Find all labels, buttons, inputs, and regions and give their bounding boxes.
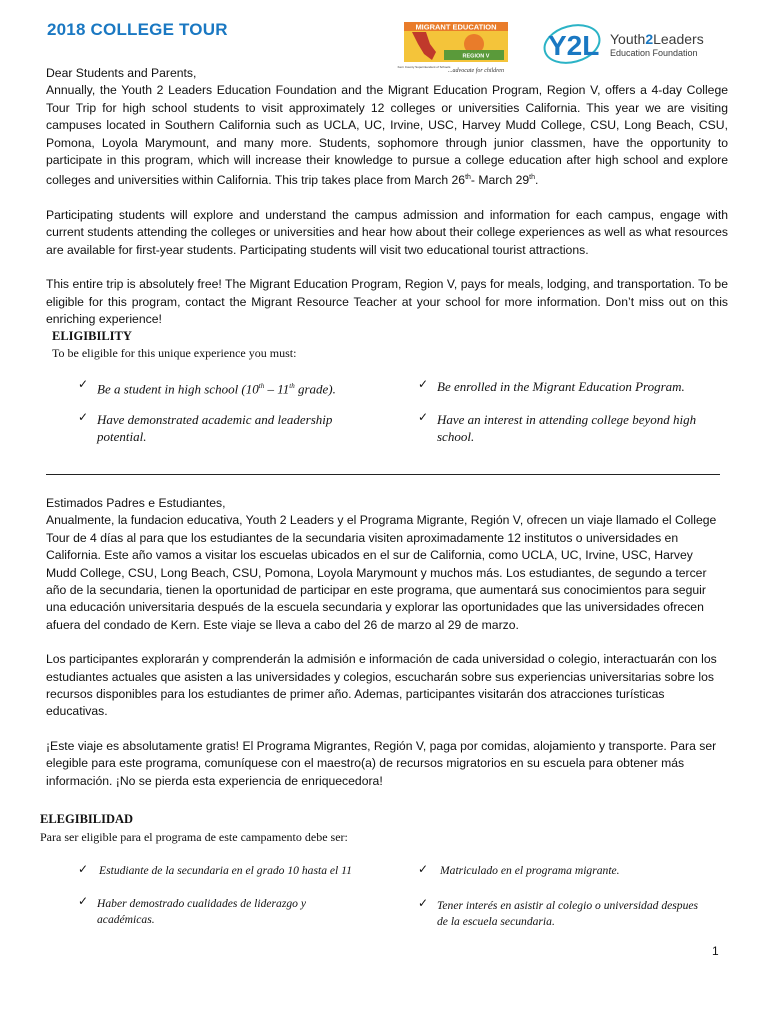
spanish-letter bbox=[46, 495, 722, 790]
elegibilidad-heading: ELEGIBILIDAD bbox=[40, 812, 134, 826]
migrant-education-logo-sub: Kern County Superintendent of Schools bbox=[397, 65, 451, 69]
y2l-name-suffix: Leaders bbox=[653, 31, 704, 47]
spanish-paragraph-2: Los participantes explorarán y comprenderán la admisión e información de cada universidad o colegio, interactuarán con los estudiantes actuales que asisten a las universidades y colegios, escucharán sobre sus experiencias universitarias sobre los recursos disponibles para los estudiantes de primer año. Ademas, participantes visitarán dos atracciones turísticas educativas. bbox=[46, 652, 717, 719]
check-icon: ✓ bbox=[78, 410, 89, 424]
page-title: 2018 COLLEGE TOUR bbox=[47, 20, 228, 39]
check-icon: ✓ bbox=[418, 862, 429, 876]
y2l-name-num: 2 bbox=[645, 31, 654, 47]
english-paragraph-3: This entire trip is absolutely free! The Migrant Education Program, Region V, pays for meals, lodging, and transportation. To be eligible for this program, contact the Migrant Resource Teacher at your school for more information. Don’t miss out on this enriching experience! bbox=[46, 277, 728, 326]
check-icon: ✓ bbox=[78, 377, 89, 391]
section-divider bbox=[46, 474, 720, 475]
y2l-sub: Education Foundation bbox=[610, 48, 698, 58]
elegibilidad-intro: Para ser eligible para el programa de este campamento debe ser: bbox=[40, 830, 348, 844]
eligibility-intro: To be eligible for this unique experience you must: bbox=[52, 346, 297, 360]
check-icon: ✓ bbox=[418, 377, 429, 391]
spanish-paragraph-1: Anualmente, la fundacion educativa, Youth 2 Leaders y el Programa Migrante, Región V, ofrecen un viaje llamado el College Tour de 4 días al para que los estudiantes de la secundaria visiten aproximadamente 12 institutos o universidades en California. Este año vamos a visitar los escuelas ubicados en el sur de California, como UCLA, UC, Irvine, USC, Harvey Mudd College, CSU, Long Beach, CSU, Pomona, Loyola Marymount y muchos más. Los estudiantes, de segundo a tercer año de la secundaria, tienen la oportunidad de participar en este programa, que aumentará sus conocimientos para seguir una educación universitaria después de la escuela secundaria y explorar las oportunidades que las universidades ofrecen afuera del condado de Kern. Este viaje se lleva a cabo del 26 de marzo al 29 de marzo. bbox=[46, 513, 717, 632]
english-greeting: Dear Students and Parents, bbox=[46, 66, 197, 80]
check-icon: ✓ bbox=[78, 862, 89, 876]
elegibilidad-item-4: Tener interés en asistir al colegio o universidad despues de la escuela secundaria. bbox=[437, 899, 699, 928]
check-icon: ✓ bbox=[418, 896, 429, 910]
eligibility-item-3: Have demonstrated academic and leadership potential. bbox=[97, 412, 333, 444]
check-icon: ✓ bbox=[418, 410, 429, 424]
eligibility-item-2: Be enrolled in the Migrant Education Program. bbox=[437, 379, 685, 394]
check-icon: ✓ bbox=[78, 894, 89, 908]
migrant-education-logo-region: REGION V bbox=[462, 53, 490, 60]
eligibility-item-1: Be a student in high school (10th – 11th grade). bbox=[97, 381, 336, 397]
eligibility-heading: ELIGIBILITY bbox=[52, 329, 132, 343]
elegibilidad-item-1: Estudiante de la secundaria en el grado 10 hasta el 11 bbox=[99, 864, 352, 877]
page-number: 1 bbox=[712, 944, 719, 958]
migrant-education-logo-title: MIGRANT EDUCATION bbox=[415, 22, 497, 32]
eligibility-item-4: Have an interest in attending college beyond high school. bbox=[437, 412, 697, 444]
y2l-mark: Y2L bbox=[548, 30, 600, 61]
english-paragraph-1: Annually, the Youth 2 Leaders Education Foundation and the Migrant Education Program, Region V, offers a 4-day College Tour Trip for high school students to visit approximately 12 colleges or universities California. This year we are visiting campuses located in Southern California such as UCLA, UC, Irvine, USC, Harvey Mudd College, CSU, Long Beach, CSU, Pomona, Loyola Marymount, and many more. Students, sophomore through junior classmen, have the opportunity to participate in this program, which will increase their knowledge to pursue a college education after high school and explore colleges and universities within California. This trip takes place from March 26th- March 29th. bbox=[46, 83, 728, 188]
elegibilidad-item-3: Haber demostrado cualidades de liderazgo y académicas. bbox=[97, 897, 306, 926]
elegibilidad-item-2: Matriculado en el programa migrante. bbox=[440, 864, 620, 877]
english-paragraph-2: Participating students will explore and understand the campus admission and information for each campus, engage with current students attending the colleges or universities and hear how about their college experiences as well as what resources are available for first-year students. Participating students will visit two educational tourist attractions. bbox=[46, 207, 728, 257]
migrant-education-logo-tagline: ...advocate for children bbox=[448, 68, 504, 74]
y2l-name-prefix: Youth bbox=[610, 31, 646, 47]
english-letter bbox=[46, 65, 728, 328]
youth2leaders-logo bbox=[542, 20, 722, 70]
svg-text:Youth2Leaders bbox=[610, 31, 704, 47]
spanish-greeting: Estimados Padres e Estudiantes, bbox=[46, 496, 226, 510]
spanish-paragraph-3: ¡Este viaje es absolutamente gratis! El Programa Migrantes, Región V, paga por comidas, alojamiento y transporte. Para ser elegible para este programa, comuníquese con el maestro(a) de recursos migratorios en su escuela para obtener más información. ¡No se pierda esta experiencia de enriquecedora! bbox=[46, 738, 717, 788]
